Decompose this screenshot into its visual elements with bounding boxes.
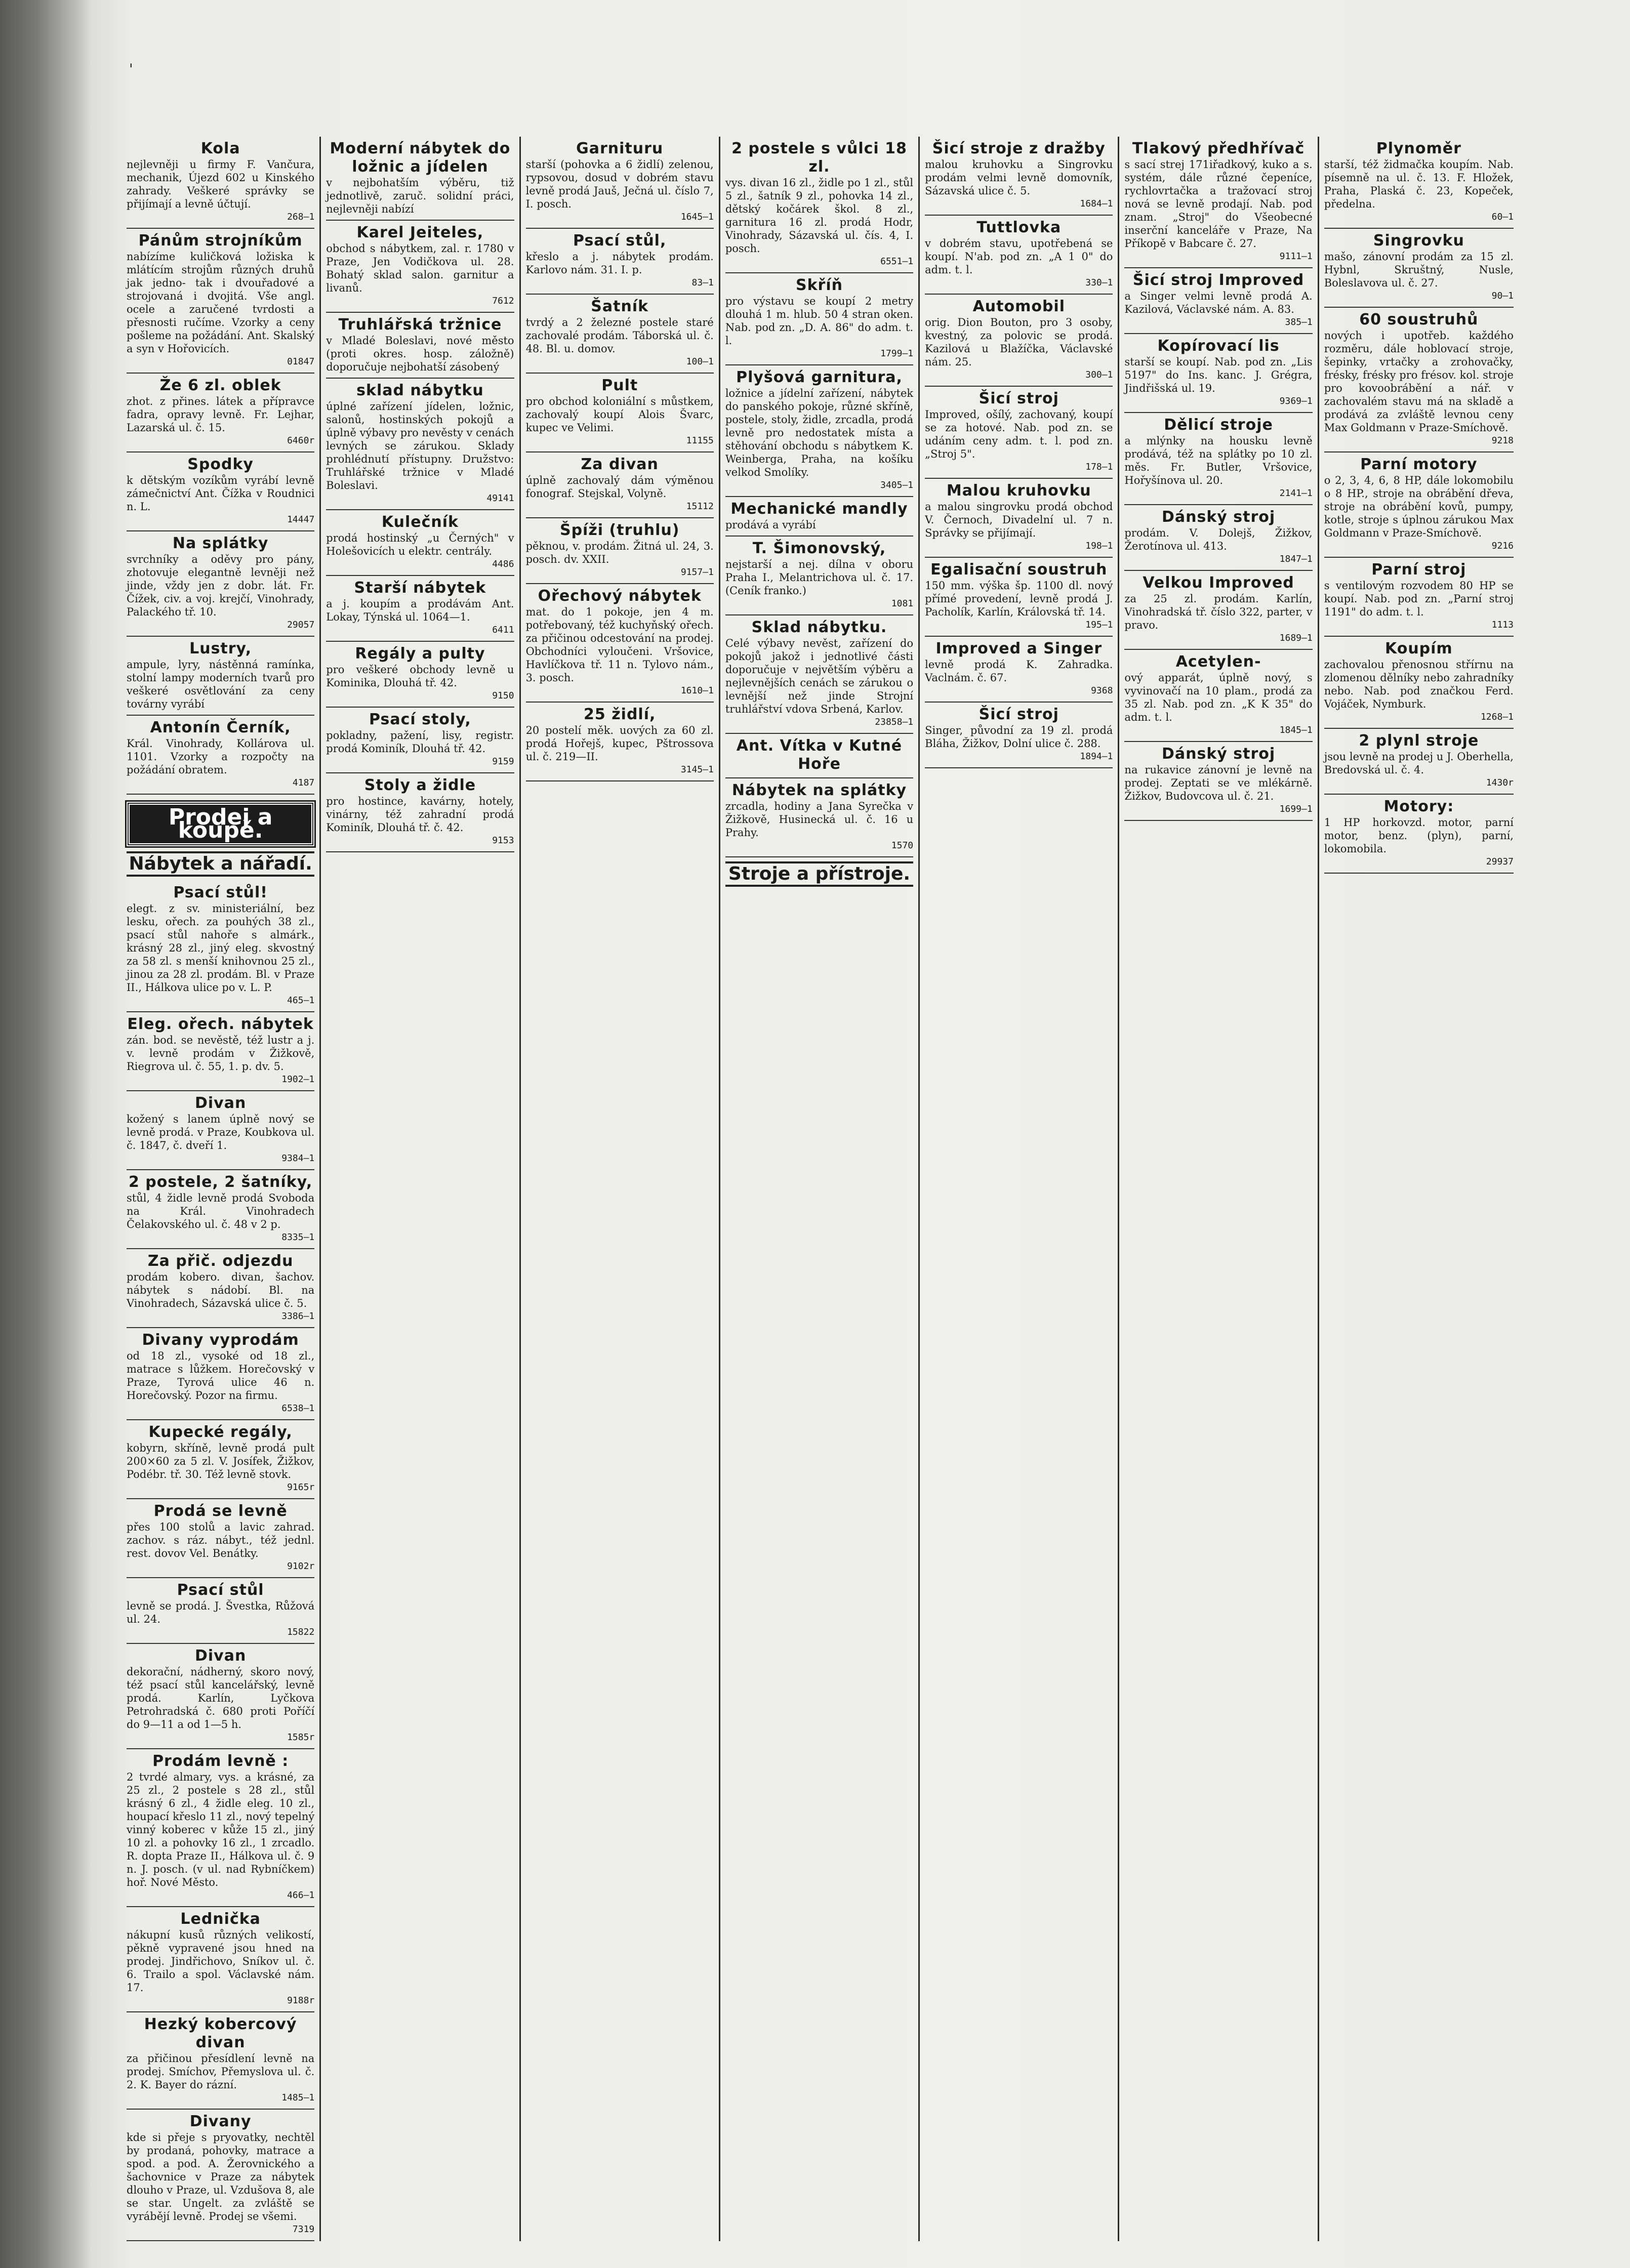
classified-ad bbox=[1324, 452, 1514, 558]
ad-title: Kopírovací lis bbox=[1157, 337, 1280, 355]
ad-reference-number: 11155 bbox=[686, 435, 714, 446]
ad-body: 20 postelí měk. uových za 60 zl. prodá Hořejš, kupec, Pštrossova ul. č. 219—II. bbox=[525, 724, 714, 763]
classified-ad bbox=[925, 137, 1113, 216]
ad-body: starší se koupí. Nab. pod zn. „Lis 5197" do Ins. kanc. J. Grégra, Jindřišská ul. 19. bbox=[1124, 356, 1313, 394]
classified-ad bbox=[526, 137, 714, 229]
ad-body: na rukavice zánovní je levně na prodej. Zeptati se ve mlékárně. Žižkov, Budovcova ul. č. 21. bbox=[1124, 764, 1313, 802]
newspaper-column bbox=[920, 137, 1119, 2241]
ad-reference-number: 1645—1 bbox=[680, 212, 714, 222]
ad-reference-number: 1684—1 bbox=[1080, 198, 1113, 209]
classified-ad bbox=[1324, 229, 1514, 308]
ad-body: Celé výbavy nevěst, zařízení do pokojů jakož i jednotlivé části doporučuje v největším výběru a nejlevnějších cenách se zárukou o levnější než jinde Strojní truhlářství vdova Srbená, Karlov. bbox=[725, 637, 914, 715]
ad-title: Regály a pulty bbox=[355, 645, 485, 663]
newspaper-column bbox=[1119, 137, 1319, 2241]
ad-reference-number: 6551—1 bbox=[880, 256, 914, 267]
ad-title: Automobil bbox=[972, 298, 1065, 315]
classified-ad bbox=[127, 1749, 314, 1907]
ad-title: sklad nábytku bbox=[356, 382, 484, 399]
ad-body: starší (pohovka a 6 židlí) zelenou, rypsovou, dosud v dobrém stavu levně prodá Jauš, Ječná ul. číslo 7, I. posch. bbox=[525, 158, 714, 210]
ad-title: Tuttlovka bbox=[976, 219, 1062, 236]
ad-reference-number: 15112 bbox=[686, 501, 714, 512]
ad-body: orig. Dion Bouton, pro 3 osoby, kvestný, za polovic se prodá. Kazilová u Blažíčka, Václavské nám. 25. bbox=[925, 316, 1113, 368]
ad-body: zán. bod. se nevěstě, též lustr a j. v. levně prodám v Žižkově, Riegrova ul. č. 55, 1. p. dv. 5. bbox=[127, 1034, 315, 1073]
ad-reference-number: 9102r bbox=[287, 1561, 315, 1572]
ad-body: přes 100 stolů a lavic zahrad. zachov. s ráz. nábyt., též jednl. rest. dovov Vel. Benátky. bbox=[127, 1521, 315, 1559]
ad-body: obchod s nábytkem, zal. r. 1780 v Praze, Jen Vodičkova ul. 28. Bohatý sklad salon. garnitur a livanů. bbox=[326, 242, 514, 294]
ad-reference-number: 100—1 bbox=[686, 356, 714, 367]
classified-ad bbox=[1124, 268, 1312, 334]
ad-body: v dobrém stavu, upotřebená se koupí. N'ab. pod zn. „A 1 0" do adm. t. l. bbox=[925, 237, 1113, 276]
ad-title: Psací stoly, bbox=[369, 711, 471, 728]
ad-body: od 18 zl., vysoké od 18 zl., matrace s lůžkem. Horečovský v Praze, Tyrová ulice 46 n. Horečovský. Pozor na firmu. bbox=[127, 1350, 315, 1401]
ad-reference-number: 9165r bbox=[287, 1482, 315, 1493]
classified-ad bbox=[1324, 308, 1514, 452]
ad-body: zhot. z přines. látek a přípravce fadra, opravy levně. Fr. Lejhar, Lazarská ul. č. 15. bbox=[127, 395, 315, 434]
ad-body: nových i upotřeb. každého rozměru, dále hoblovací stroje, šepinky, vrtačky a zrohovačky, frésky, frésky pro frésov. kol. stroje pro kovoobrábění a nář. v zachovalém stavu má na skladě a prodává za zvláště levnou ceny Max Goldmann v Praze-Smíchově. bbox=[1324, 329, 1514, 434]
ad-title: Starší nábytek bbox=[354, 579, 486, 597]
classified-ad bbox=[526, 584, 714, 703]
ad-title: Singrovku bbox=[1373, 232, 1464, 250]
classified-ad bbox=[326, 642, 514, 708]
classified-ad bbox=[526, 703, 714, 781]
ad-reference-number: 3386—1 bbox=[281, 1311, 315, 1322]
classified-ad bbox=[1124, 650, 1312, 742]
ad-title: Antonín Černík, bbox=[150, 719, 291, 736]
ad-reference-number: 9153 bbox=[492, 835, 514, 846]
ad-reference-number: 60—1 bbox=[1491, 212, 1514, 222]
section-heading: Stroje a přístroje. bbox=[725, 861, 913, 887]
ad-title: Ant. Vítka v Kutné Hoře bbox=[736, 737, 903, 773]
ad-reference-number: 9157—1 bbox=[680, 567, 714, 578]
ad-body: prodám kobero. divan, šachov. nábytek s nádobí. Bl. na Vinohradech, Sázavská ulice č. 5. bbox=[127, 1271, 315, 1309]
classified-ad bbox=[1324, 637, 1514, 729]
classified-ad bbox=[526, 295, 714, 374]
classified-ad bbox=[326, 313, 514, 379]
ad-title: Šatník bbox=[591, 298, 649, 315]
ad-title: Sklad nábytku. bbox=[751, 618, 887, 636]
ad-reference-number: 9218 bbox=[1491, 435, 1514, 446]
ad-title: Karel Jeiteles, bbox=[356, 224, 484, 241]
ad-body: ampule, lyry, nástěnná ramínka, stolní lampy moderních tvarů pro veškeré osvětlování za ceny továrny vyrábí bbox=[127, 658, 315, 710]
classified-ad bbox=[1124, 571, 1312, 650]
ad-title: Psací stůl bbox=[177, 1581, 264, 1599]
section-banner: Prodej a koupě. bbox=[127, 802, 314, 846]
ad-reference-number: 23858—1 bbox=[875, 717, 914, 727]
ad-title: Prodám levně : bbox=[152, 1752, 289, 1770]
classified-ad bbox=[725, 273, 913, 365]
ad-reference-number: 178—1 bbox=[1085, 462, 1113, 472]
classified-ad bbox=[127, 374, 314, 452]
ad-body: prodám. V. Dolejš, Žižkov, Žerotínova ul. 413. bbox=[1124, 527, 1313, 552]
classified-ad bbox=[925, 703, 1113, 768]
classified-ad bbox=[127, 229, 314, 374]
ad-reference-number: 90—1 bbox=[1491, 291, 1514, 301]
classified-ad bbox=[326, 773, 514, 852]
ad-reference-number: 1430r bbox=[1486, 777, 1514, 788]
ad-title: 2 postele s vůlci 18 zl. bbox=[731, 140, 907, 176]
ad-reference-number: 1689—1 bbox=[1279, 633, 1313, 643]
classified-ad bbox=[925, 479, 1113, 558]
ad-body: a malou singrovku prodá obchod V. Černoch, Divadelní ul. 7 n. Správky se přijímají. bbox=[925, 501, 1113, 539]
ad-title: Psací stůl! bbox=[173, 884, 268, 901]
ad-title: Plynoměr bbox=[1376, 140, 1461, 157]
ad-reference-number: 1845—1 bbox=[1279, 725, 1313, 735]
newspaper-column bbox=[321, 137, 520, 2241]
newspaper-column bbox=[521, 137, 720, 2241]
ad-title: Lednička bbox=[180, 1910, 261, 1928]
ad-reference-number: 6538—1 bbox=[281, 1403, 315, 1414]
ad-title: Skříň bbox=[795, 276, 843, 294]
classified-ad bbox=[1124, 413, 1312, 505]
ad-reference-number: 1610—1 bbox=[680, 685, 714, 696]
classified-ad bbox=[326, 708, 514, 773]
classified-ad bbox=[725, 537, 913, 615]
ad-title: Egalisační soustruh bbox=[930, 561, 1108, 579]
classified-ad bbox=[127, 137, 314, 229]
ad-body: k dětským vozíkům vyrábí levně zámečnictví Ant. Čížka v Roudnici n. L. bbox=[127, 474, 315, 513]
ad-title: Že 6 zl. oblek bbox=[159, 377, 281, 394]
ad-title: Psací stůl, bbox=[573, 232, 667, 250]
ad-body: v nejbohatším výběru, tiž jednotlivě, zaruč. solidní práci, nejlevněji nabízí bbox=[326, 177, 514, 215]
ad-title: Tlakový předhřívač bbox=[1132, 140, 1305, 157]
classified-ad bbox=[127, 531, 314, 637]
classified-ad bbox=[127, 2110, 314, 2241]
ad-reference-number: 1485—1 bbox=[281, 2092, 315, 2103]
ad-body: elegt. z sv. ministeriální, bez lesku, ořech. za pouhých 38 zl., psací stůl nahoře s almárk., krásný 28 zl., jiný eleg. skvostný za 58 zl. s menší knihovnou 25 zl., jinou za 28 zl. prodám. Bl. v Praze II., Hálkova ulice po v. L. P. bbox=[127, 902, 315, 994]
ad-body: nabízíme kuličková ložiska k mlátícím strojům různých druhů jak jedno- tak i dvouřadové a strojovaná i dvojitá. Vše angl. ocele a zaručené tvrdosti a přesnosti ručíme. Vzorky a ceny pošleme na požádání. Ant. Skalský a syn v Hořovicích. bbox=[127, 251, 315, 355]
ad-body: prodává a vyrábí bbox=[725, 519, 816, 531]
ad-body: jsou levně na prodej u J. Oberhella, Bredovská ul. č. 4. bbox=[1324, 751, 1514, 776]
ad-body: tvrdý a 2 železné postele staré zachovalé prodám. Táborská ul. č. 48. Bl. u. domov. bbox=[525, 316, 714, 355]
ad-title: T. Šimonovský, bbox=[752, 540, 886, 557]
ad-body: nejstarší a nej. dílna v oboru Praha I., Melantrichova ul. č. 17. (Ceník franko.) bbox=[725, 558, 914, 597]
ad-reference-number: 1894—1 bbox=[1080, 751, 1113, 762]
ad-title: Šicí stroj Improved bbox=[1132, 271, 1305, 289]
classified-ad bbox=[326, 379, 514, 510]
ad-body: zachovalou přenosnou střírnu na zlomenou dělníky nebo zahradníky nebo. Nab. pod značkou Ferd. Vojáček, Nymburk. bbox=[1324, 658, 1514, 710]
ad-title: Za divan bbox=[581, 456, 659, 473]
ad-title: Mechanické mandly bbox=[730, 500, 908, 518]
ad-title: Prodá se levně bbox=[153, 1502, 288, 1520]
ad-title: Šicí stroj bbox=[979, 706, 1059, 723]
classified-ad bbox=[925, 216, 1113, 295]
ad-reference-number: 465—1 bbox=[287, 995, 315, 1006]
ad-body: zrcadla, hodiny a Jana Syrečka v Žižkově, Husinecká ul. č. 16 u Prahy. bbox=[725, 800, 914, 839]
ad-reference-number: 15822 bbox=[287, 1627, 315, 1637]
ad-body: svrchníky a oděvy pro pány, zhotovuje elegantně levněji než jinde, vždy jen z dobr. lát. Fr. Čížek, civ. a voj. krejčí, Vinohrady, Palackého tř. 10. bbox=[127, 553, 315, 618]
classified-ad bbox=[127, 1578, 314, 1644]
ad-body: mašo, zánovní prodám za 15 zl. Hybnl, Skruštný, Nusle, Boleslavova ul. č. 27. bbox=[1324, 251, 1514, 289]
ad-body: křeslo a j. nábytek prodám. Karlovo nám. 31. I. p. bbox=[525, 251, 714, 276]
ad-reference-number: 49141 bbox=[486, 493, 514, 504]
ad-reference-number: 1570 bbox=[891, 840, 914, 851]
ad-title: Divany vyprodám bbox=[142, 1331, 299, 1349]
ad-reference-number: 1699—1 bbox=[1279, 804, 1313, 814]
classified-ad bbox=[326, 221, 514, 313]
ad-title: Hezký kobercový divan bbox=[144, 2015, 297, 2051]
ad-reference-number: 29937 bbox=[1486, 856, 1514, 867]
ad-body: Král. Vinohrady, Kollárova ul. 1101. Vzorky a rozpočty na požádání obratem. bbox=[127, 737, 315, 776]
classified-ad bbox=[725, 615, 913, 734]
ad-title: Divan bbox=[194, 1094, 247, 1112]
ad-title: Velkou Improved bbox=[1143, 574, 1294, 592]
ad-body: úplně zachovalý dám výměnou fonograf. Stejskal, Volyně. bbox=[525, 474, 714, 500]
classified-ad bbox=[326, 137, 514, 221]
ad-reference-number: 198—1 bbox=[1085, 541, 1113, 551]
ad-title: Kupecké regály, bbox=[148, 1423, 293, 1441]
ad-title: 60 soustruhů bbox=[1359, 311, 1479, 328]
ad-body: pěknou, v. prodám. Žitná ul. 24, 3. posch. dv. XXII. bbox=[525, 540, 714, 565]
ad-reference-number: 1113 bbox=[1491, 620, 1514, 630]
ad-title: Kola bbox=[200, 140, 240, 157]
ad-reference-number: 3145—1 bbox=[680, 764, 714, 775]
ad-body: ložnice a jídelní zařízení, nábytek do panského pokoje, různé skříně, postele, stoly, židle, zrcadla, prodá levně pro nedostatek místa a stěhování obchodu s nábytkem K. Weinberga, Praha, na košíku velkod Smolíky. bbox=[725, 387, 914, 478]
ad-reference-number: 9368 bbox=[1091, 685, 1113, 696]
ad-body: prodá hostinský „u Černých" v Holešovicích u elektr. centrály. bbox=[326, 532, 514, 557]
ad-reference-number: 9369—1 bbox=[1279, 396, 1313, 406]
classified-ad bbox=[925, 387, 1113, 479]
ad-title: Garnituru bbox=[576, 140, 664, 157]
ad-reference-number: 9216 bbox=[1491, 541, 1514, 551]
ad-reference-number: 385—1 bbox=[1285, 317, 1313, 327]
ad-reference-number: 1268—1 bbox=[1480, 712, 1514, 722]
ad-reference-number: 1799—1 bbox=[880, 348, 914, 359]
classified-ad bbox=[526, 374, 714, 452]
ad-title: 2 plynl stroje bbox=[1359, 732, 1479, 750]
ad-title: 25 židlí, bbox=[584, 706, 656, 723]
ad-reference-number: 3405—1 bbox=[880, 480, 914, 490]
ad-title: Pánům strojníkům bbox=[138, 232, 303, 250]
ad-reference-number: 1902—1 bbox=[281, 1074, 315, 1085]
ad-body: stůl, 4 židle levně prodá Svoboda na Král. Vinohradech Čelakovského ul. č. 48 v 2 p. bbox=[127, 1192, 315, 1230]
ad-title: Eleg. ořech. nábytek bbox=[127, 1015, 314, 1033]
classified-ad bbox=[127, 1328, 314, 1420]
classified-ad bbox=[127, 1499, 314, 1578]
newspaper-column bbox=[720, 137, 920, 2241]
ad-title: Parní stroj bbox=[1371, 561, 1466, 579]
classified-ad bbox=[127, 1644, 314, 1749]
ad-body: nákupní kusů různých velikostí, pěkně vypravené jsou hned na prodej. Jindřichovo, Sníkov ul. č. 6. Trailo a spol. Václavské nám. 17. bbox=[127, 1929, 315, 1994]
ad-reference-number: 9188r bbox=[287, 1995, 315, 2006]
ad-reference-number: 01847 bbox=[287, 356, 315, 367]
ad-body: kožený s lanem úplně nový se levně prodá. v Praze, Koubkova ul. č. 1847, č. dveří 1. bbox=[127, 1113, 315, 1151]
ad-body: pro hostince, kavárny, hotely, vinárny, též zahradní prodá Kominík, Dlouhá tř. č. 42. bbox=[326, 795, 514, 834]
ad-title: Kulečník bbox=[381, 513, 459, 531]
ad-body: a mlýnky na housku levně prodává, též na splátky po 10 zl. měs. Fr. Butler, Vršovice, Hořyšínova ul. 20. bbox=[1124, 435, 1313, 486]
ad-title: Nábytek na splátky bbox=[731, 781, 907, 799]
page-gutter-shadow bbox=[0, 0, 91, 2268]
ad-body: pro obchod koloniální s můstkem, zachovalý koupí Alois Švarc, kupec ve Velimi. bbox=[525, 395, 714, 434]
ad-title: Šicí stroje z dražby bbox=[932, 140, 1106, 157]
ad-title: Za přič. odjezdu bbox=[147, 1252, 294, 1270]
ad-title: Malou kruhovku bbox=[946, 482, 1091, 500]
classified-ad bbox=[127, 1907, 314, 2012]
ad-body: starší, též židmačka koupím. Nab. písemně na ul. č. 13. F. Hložek, Praha, Plaská č. 23, Kopeček, předelna. bbox=[1324, 158, 1514, 210]
ad-title: Spodky bbox=[187, 456, 254, 473]
ad-body: úplné zařízení jídelen, ložnic, salonů, hostinských pokojů a úplně výbavy pro nevěsty v cenách levných se zárukou. Sklady prohlédnutí přístupny. Družstvo: Truhlářské tržnice v Mladé Boleslavi. bbox=[326, 400, 514, 491]
classified-ad bbox=[127, 637, 314, 716]
ad-body: za 25 zl. prodám. Karlín, Vinohradská tř. číslo 322, parter, v pravo. bbox=[1124, 593, 1313, 631]
ad-title: Improved a Singer bbox=[935, 640, 1103, 657]
ad-body: kobyrn, skříně, levně prodá pult 200×60 za 5 zl. V. Josífek, Žižkov, Podébr. tř. 30. Též levně stovk. bbox=[127, 1442, 315, 1480]
ad-reference-number: 6460r bbox=[287, 435, 315, 446]
classified-ad bbox=[526, 229, 714, 295]
page-top-mark: ' bbox=[129, 61, 133, 77]
classified-ad bbox=[1124, 137, 1312, 268]
classified-ad bbox=[1324, 729, 1514, 795]
ad-reference-number: 6411 bbox=[492, 625, 514, 635]
ad-reference-number: 14447 bbox=[287, 514, 315, 525]
ad-reference-number: 9159 bbox=[492, 756, 514, 767]
ad-reference-number: 7612 bbox=[492, 296, 514, 306]
classified-ad bbox=[127, 452, 314, 531]
ad-title: Truhlářská tržnice bbox=[338, 316, 502, 334]
classified-ad bbox=[1124, 334, 1312, 413]
ad-title: Plyšová garnitura, bbox=[736, 368, 903, 386]
ad-title: Moderní nábytek do ložnic a jídelen bbox=[330, 140, 511, 176]
ad-body: s ventilovým rozvodem 80 HP se koupí. Nab. pod zn. „Parní stroj 1191" do adm. t. l. bbox=[1324, 580, 1514, 618]
classified-ad bbox=[1324, 558, 1514, 637]
ad-body: za přičinou přesídlení levně na prodej. Smíchov, Přemyslova ul. č. 2. K. Bayer do rázní. bbox=[127, 2052, 315, 2091]
classified-ad bbox=[725, 497, 913, 537]
classified-ad bbox=[1124, 505, 1312, 571]
ad-title: Stoly a židle bbox=[364, 776, 476, 794]
classified-ad bbox=[127, 716, 314, 795]
ad-body: Improved, ošílý, zachovaný, koupí se za hotové. Nab. pod zn. se udáním ceny adm. t. l. pod zn. „Stroj 5". bbox=[925, 408, 1113, 460]
classified-ad bbox=[127, 1012, 314, 1091]
ad-body: mat. do 1 pokoje, jen 4 m. potřebovaný, též kuchyňský ořech. za přičinou odcestování na prodej. Obchodníci vyloučeni. Vršovice, Havlíčkova tř. 11 n. Tylovo nám., 3. posch. bbox=[525, 606, 714, 684]
newspaper-column bbox=[1319, 137, 1519, 2241]
classified-ad bbox=[127, 1249, 314, 1328]
classifieds-columns bbox=[121, 137, 1519, 2235]
ad-title: 2 postele, 2 šatníky, bbox=[128, 1173, 313, 1191]
ad-body: 2 tvrdé almary, vys. a krásné, za 25 zl., 2 postele s 28 zl., stůl krásný 6 zl., 4 židle eleg. 10 zl., houpací křeslo 11 zl., nový tepelný vinný koberec v kůže 15 zl., jiný 10 zl. a pohovky 16 zl., 1 zrcadlo. R. dopta Praze II., Hálkova ul. č. 9 n. J. posch. (v ul. nad Rybníčkem) hoř. Nové Město. bbox=[127, 1771, 315, 1888]
ad-reference-number: 9150 bbox=[492, 690, 514, 701]
ad-reference-number: 9384—1 bbox=[281, 1153, 315, 1164]
ad-body: levně se prodá. J. Švestka, Růžová ul. 24. bbox=[127, 1600, 315, 1625]
ad-reference-number: 83—1 bbox=[691, 277, 714, 288]
ad-body: levně prodá K. Zahradka. Vaclnám. č. 67. bbox=[925, 658, 1113, 684]
classified-ad bbox=[725, 137, 913, 273]
classified-ad bbox=[925, 558, 1113, 637]
classified-ad bbox=[326, 510, 514, 576]
ad-reference-number: 1847—1 bbox=[1279, 554, 1313, 564]
newspaper-column bbox=[121, 137, 321, 2241]
ad-title: Divany bbox=[189, 2113, 252, 2130]
ad-reference-number: 300—1 bbox=[1085, 369, 1113, 380]
ad-reference-number: 4187 bbox=[292, 777, 315, 788]
ad-title: Acetylen- bbox=[1175, 653, 1261, 671]
ad-title: Divan bbox=[194, 1647, 247, 1665]
ad-reference-number: 195—1 bbox=[1085, 620, 1113, 630]
classified-ad bbox=[127, 1091, 314, 1170]
ad-body: malou kruhovku a Singrovku prodám velmi levně domovník, Sázavská ulice č. 5. bbox=[925, 158, 1113, 197]
ad-body: a j. koupím a prodávám Ant. Lokay, Týnská ul. 1064—1. bbox=[326, 598, 514, 623]
classified-ad bbox=[1324, 137, 1514, 229]
ad-reference-number: 466—1 bbox=[287, 1890, 315, 1901]
ad-body: o 2, 3, 4, 6, 8 HP, dále lokomobilu o 8 HP., stroje na obrábění dřeva, stroje na obrábění kovů, pumpy, kotle, stroje s úplnou zárukou Max Goldmann v Praze-Smíchově. bbox=[1324, 474, 1514, 539]
ad-body: a Singer velmi levně prodá A. Kazilová, Václavské nám. A. 83. bbox=[1124, 290, 1313, 315]
classified-ad bbox=[127, 881, 314, 1012]
ad-reference-number: 1081 bbox=[891, 598, 914, 609]
ad-body: vys. divan 16 zl., židle po 1 zl., stůl 5 zl., šatník 9 zl., pohovka 14 zl., dětský kočárek škol. 8 zl., garnitura 16 zl. prodá Hodr, Vinohrady, Sázavská ul. čís. 4, I. posch. bbox=[725, 177, 914, 255]
ad-reference-number: 8335—1 bbox=[281, 1232, 315, 1243]
ad-reference-number: 29057 bbox=[287, 620, 315, 630]
ad-body: kde si přeje s pryovatky, nechtěl by prodaná, pohovky, matrace a spod. a pod. A. Žerovnického a šachovnice v Praze za nábytek dlouho v Praze, ul. Vzdušova 8, ale se star. Ungelt. za zvláště se vyrábějí levně. Prodej se všemi. bbox=[127, 2131, 315, 2222]
ad-body: nejlevněji u firmy F. Vančura, mechanik, Újezd 602 u Kinského zahrady. Veškeré správky se přijímají a levně účtují. bbox=[127, 158, 315, 210]
ad-title: Dánský stroj bbox=[1161, 745, 1276, 763]
ad-title: Lustry, bbox=[189, 640, 252, 657]
ad-title: Parní motory bbox=[1360, 456, 1478, 473]
ad-reference-number: 9111—1 bbox=[1279, 251, 1313, 262]
ad-title: Dánský stroj bbox=[1161, 508, 1276, 526]
ad-body: dekorační, nádherný, skoro nový, též psací stůl kancelářský, levně prodá. Karlín, Lyčkova Petrohradská č. 680 proti Poříčí do 9—11 a od 1—5 h. bbox=[127, 1666, 315, 1730]
ad-title: Špíži (truhlu) bbox=[559, 521, 680, 539]
classified-ad bbox=[326, 576, 514, 642]
ad-body: pro výstavu se koupí 2 metry dlouhá 1 m. hlub. 50 4 stran oken. Nab. pod zn. „D. A. 86" do adm. t. l. bbox=[725, 295, 914, 347]
classified-ad bbox=[1124, 742, 1312, 821]
ad-title: Ořechový nábytek bbox=[538, 587, 702, 605]
classified-ad bbox=[925, 637, 1113, 703]
classified-ad bbox=[925, 295, 1113, 387]
ad-title: Koupím bbox=[1384, 640, 1453, 657]
classified-ad bbox=[127, 1170, 314, 1249]
ad-title: Pult bbox=[601, 377, 638, 394]
ad-reference-number: 2141—1 bbox=[1279, 488, 1313, 499]
ad-reference-number: 1585r bbox=[287, 1732, 315, 1743]
ad-body: 150 mm. výška šp. 1100 dl. nový přímé provedení, levně prodá J. Pacholík, Karlín, Královská tř. 14. bbox=[925, 580, 1113, 618]
classified-ad bbox=[526, 452, 714, 518]
classified-ad bbox=[725, 734, 913, 778]
ad-reference-number: 268—1 bbox=[287, 212, 315, 222]
ad-body: v Mladé Boleslavi, nové město (proti okres. hosp. záložně) doporučuje nejbohatší zásobený bbox=[326, 335, 514, 373]
section-heading: Nábytek a nářadí. bbox=[127, 851, 314, 877]
ad-body: s sací strej 171iřadkový, kuko a s. systém, dále různé čepeníce, rychlovrtačka a tražovací stroj nová se levně prodají. Nab. pod znam. „Stroj" do Všeobecné inserční kanceláře v Praze, Na Příkopě v Babcare č. 27. bbox=[1124, 158, 1313, 250]
ad-reference-number: 330—1 bbox=[1085, 277, 1113, 288]
classified-ad bbox=[526, 518, 714, 584]
ad-reference-number: 7319 bbox=[292, 2224, 315, 2235]
ad-title: Šicí stroj bbox=[979, 390, 1059, 407]
classified-ad bbox=[1324, 795, 1514, 874]
ad-title: Na splátky bbox=[172, 534, 269, 552]
classified-ad bbox=[127, 2012, 314, 2110]
ad-body: 1 HP horkovzd. motor, parní motor, benz. (plyn), parní, lokomobila. bbox=[1324, 816, 1514, 855]
classified-ad bbox=[127, 1420, 314, 1499]
ad-body: ový apparát, úplně nový, s vyvinovačí na 10 plam., prodá za 35 zl. Nab. pod zn. „K K 35" do adm. t. l. bbox=[1124, 672, 1313, 723]
ad-body: pokladny, pažení, lisy, registr. prodá Kominík, Dlouhá tř. 42. bbox=[326, 729, 514, 755]
ad-reference-number: 4486 bbox=[492, 559, 514, 569]
classified-ad bbox=[725, 365, 913, 497]
ad-title: Dělicí stroje bbox=[1164, 416, 1273, 434]
ad-body: Singer, původní za 19 zl. prodá Bláha, Žižkov, Dolní ulice č. 288. bbox=[925, 724, 1113, 750]
ad-body: pro veškeré obchody levně u Kominika, Dlouhá tř. 42. bbox=[326, 664, 514, 689]
ad-title: Motory: bbox=[1383, 798, 1454, 815]
classified-ad bbox=[725, 778, 913, 857]
